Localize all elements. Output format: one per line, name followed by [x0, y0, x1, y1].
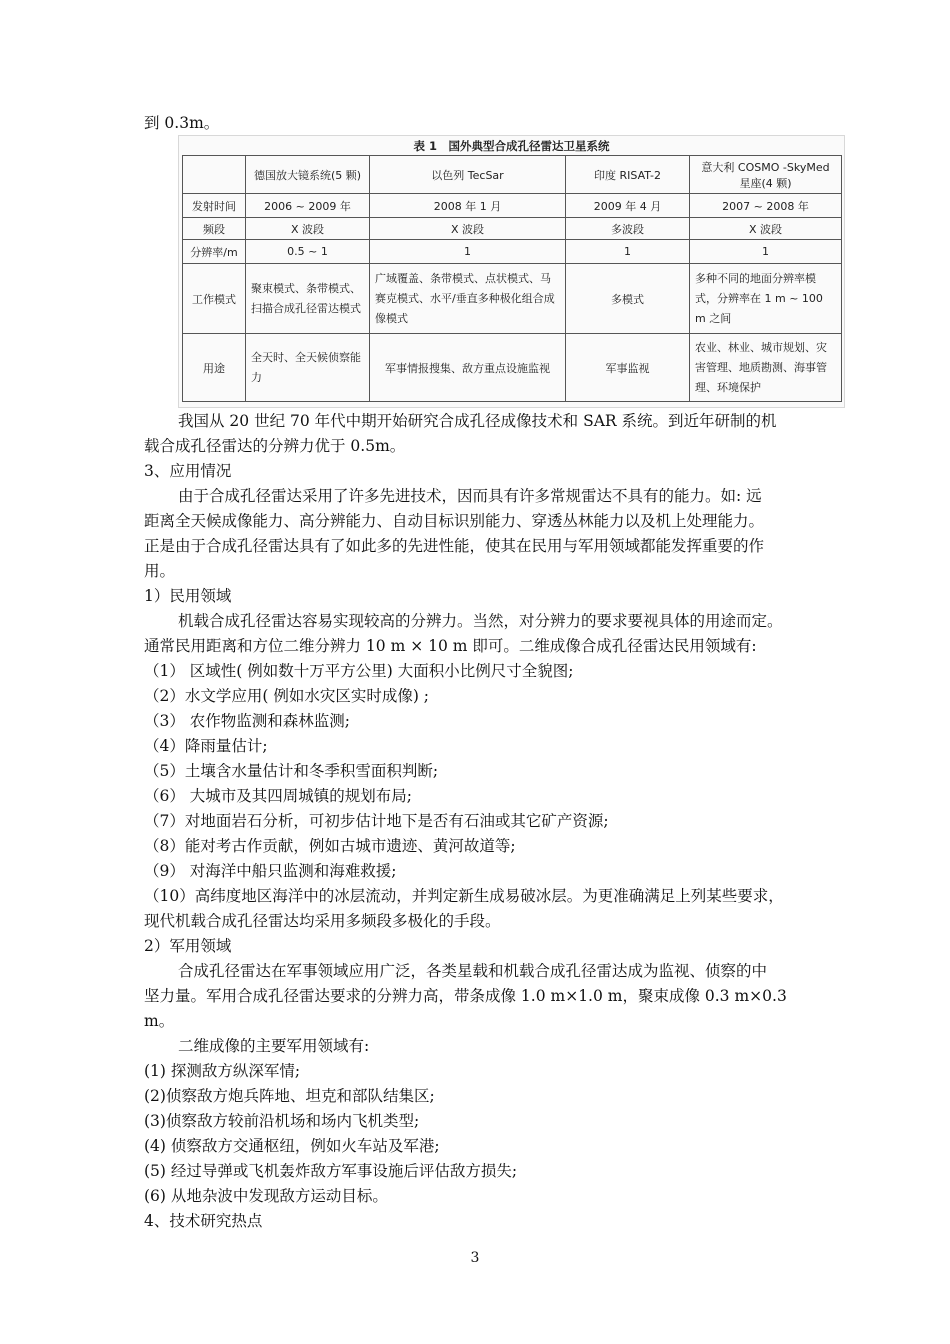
table-header-row: [183, 156, 842, 194]
table-row: [183, 218, 842, 240]
list-item: （6） 大城市及其四周城镇的规划布局;: [144, 787, 413, 805]
table-cell: 1: [370, 240, 566, 264]
table-header-italy: 意大利 COSMO -SkyMed 星座(4 颗): [690, 156, 842, 194]
table-row: [183, 240, 842, 264]
row-label: 工作模式: [183, 264, 246, 334]
table-cell: 广域覆盖、条带模式、点状模式、马赛克模式、水平/垂直多种极化组合成像模式: [370, 264, 566, 334]
table-cell: 1: [566, 240, 690, 264]
section-heading: 4、技术研究热点: [144, 1212, 263, 1230]
table-header-india: 印度 RISAT-2: [566, 156, 690, 194]
page-number: 3: [470, 1250, 480, 1266]
list-item: （2）水文学应用( 例如水灾区实时成像) ;: [144, 687, 430, 705]
list-item: (4) 侦察敌方交通枢纽，例如火车站及军港;: [144, 1137, 440, 1155]
table-cell: 2009 年 4 月: [566, 194, 690, 218]
paragraph-line: 机载合成孔径雷达容易实现较高的分辨力。当然，对分辨力的要求要视具体的用途而定。: [178, 612, 783, 630]
list-item: （7）对地面岩石分析，可初步估计地下是否有石油或其它矿产资源;: [144, 812, 609, 830]
row-label: 发射时间: [183, 194, 246, 218]
satellite-table: [182, 155, 842, 402]
table-cell: X 波段: [370, 218, 566, 240]
paragraph-line: 合成孔径雷达在军事领域应用广泛，各类星载和机载合成孔径雷达成为监视、侦察的中: [178, 962, 768, 980]
paragraph-line: 我国从 20 世纪 70 年代中期开始研究合成孔径成像技术和 SAR 系统。到近年研制的机: [178, 412, 777, 430]
table-cell: 多模式: [566, 264, 690, 334]
table-caption: 表 1 国外典型合成孔径雷达卫星系统: [413, 139, 610, 153]
paragraph-line: 通常民用距离和方位二维分辨力 10 m × 10 m 即可。二维成像合成孔径雷达民用领域有:: [144, 637, 757, 655]
paragraph-line: 距离全天候成像能力、高分辨能力、自动目标识别能力、穿透丛林能力以及机上处理能力。: [144, 512, 765, 530]
table-cell: 2007 ~ 2008 年: [690, 194, 842, 218]
table-row: [183, 264, 842, 334]
list-item: （5）土壤含水量估计和冬季积雪面积判断;: [144, 762, 439, 780]
subsection-heading: 1）民用领域: [144, 587, 232, 605]
table-cell: 2006 ~ 2009 年: [246, 194, 370, 218]
table-cell: 聚束模式、条带模式、扫描合成孔径雷达模式: [246, 264, 370, 334]
table-cell: 多波段: [566, 218, 690, 240]
paragraph-line: 载合成孔径雷达的分辨力优于 0.5m。: [144, 437, 406, 455]
intro-tail: 到 0.3m。: [144, 114, 220, 132]
table-header-germany: 德国放大镜系统(5 颗): [246, 156, 370, 194]
list-item: （9） 对海洋中船只监测和海难救援;: [144, 862, 397, 880]
table-row: [183, 194, 842, 218]
list-item: (2)侦察敌方炮兵阵地、坦克和部队结集区;: [144, 1087, 435, 1105]
table-header-empty: [183, 156, 246, 194]
table-cell: 1: [690, 240, 842, 264]
table-cell: 多种不同的地面分辨率模式，分辨率在 1 m ~ 100 m 之间: [690, 264, 842, 334]
row-label: 频段: [183, 218, 246, 240]
list-item: (5) 经过导弹或飞机轰炸敌方军事设施后评估敌方损失;: [144, 1162, 518, 1180]
paragraph-line: 由于合成孔径雷达采用了许多先进技术，因而具有许多常规雷达不具有的能力。如: 远: [178, 487, 762, 505]
subsection-heading: 2）军用领域: [144, 937, 232, 955]
list-item: (1) 探测敌方纵深军情;: [144, 1062, 301, 1080]
table-cell: X 波段: [690, 218, 842, 240]
table-cell: X 波段: [246, 218, 370, 240]
list-item: （10）高纬度地区海洋中的冰层流动，并判定新生成易破冰层。为更准确满足上列某些要求，: [144, 887, 784, 905]
list-item: （8）能对考古作贡献，例如古城市遗迹、黄河故道等;: [144, 837, 516, 855]
paragraph-line: 用。: [144, 562, 176, 580]
table-row: [183, 334, 842, 402]
satellite-table-figure: [178, 135, 845, 408]
list-item: （1） 区域性( 例如数十万平方公里) 大面积小比例尺寸全貌图;: [144, 662, 574, 680]
paragraph-line: m。: [144, 1012, 175, 1030]
list-item: （3） 农作物监测和森林监测;: [144, 712, 351, 730]
list-item: (6) 从地杂波中发现敌方运动目标。: [144, 1187, 388, 1205]
table-cell: 军事情报搜集、敌方重点设施监视: [370, 334, 566, 402]
row-label: 分辨率/m: [183, 240, 246, 264]
list-item: （4）降雨量估计;: [144, 737, 268, 755]
paragraph-line: 现代机载合成孔径雷达均采用多频段多极化的手段。: [144, 912, 501, 930]
row-label: 用途: [183, 334, 246, 402]
paragraph-line: 二维成像的主要军用领域有:: [178, 1037, 370, 1055]
table-cell: 全天时、全天候侦察能力: [246, 334, 370, 402]
section-heading: 3、应用情况: [144, 462, 232, 480]
paragraph-line: 正是由于合成孔径雷达具有了如此多的先进性能，使其在民用与军用领域都能发挥重要的作: [144, 537, 765, 555]
table-cell: 军事监视: [566, 334, 690, 402]
table-cell: 0.5 ~ 1: [246, 240, 370, 264]
list-item: (3)侦察敌方较前沿机场和场内飞机类型;: [144, 1112, 420, 1130]
table-header-israel: 以色列 TecSar: [370, 156, 566, 194]
table-cell: 农业、林业、城市规划、灾害管理、地质勘测、海事管理、环境保护: [690, 334, 842, 402]
paragraph-line: 坚力量。军用合成孔径雷达要求的分辨力高，带条成像 1.0 m×1.0 m，聚束成像 0.3 m×0.3: [144, 987, 787, 1005]
table-cell: 2008 年 1 月: [370, 194, 566, 218]
